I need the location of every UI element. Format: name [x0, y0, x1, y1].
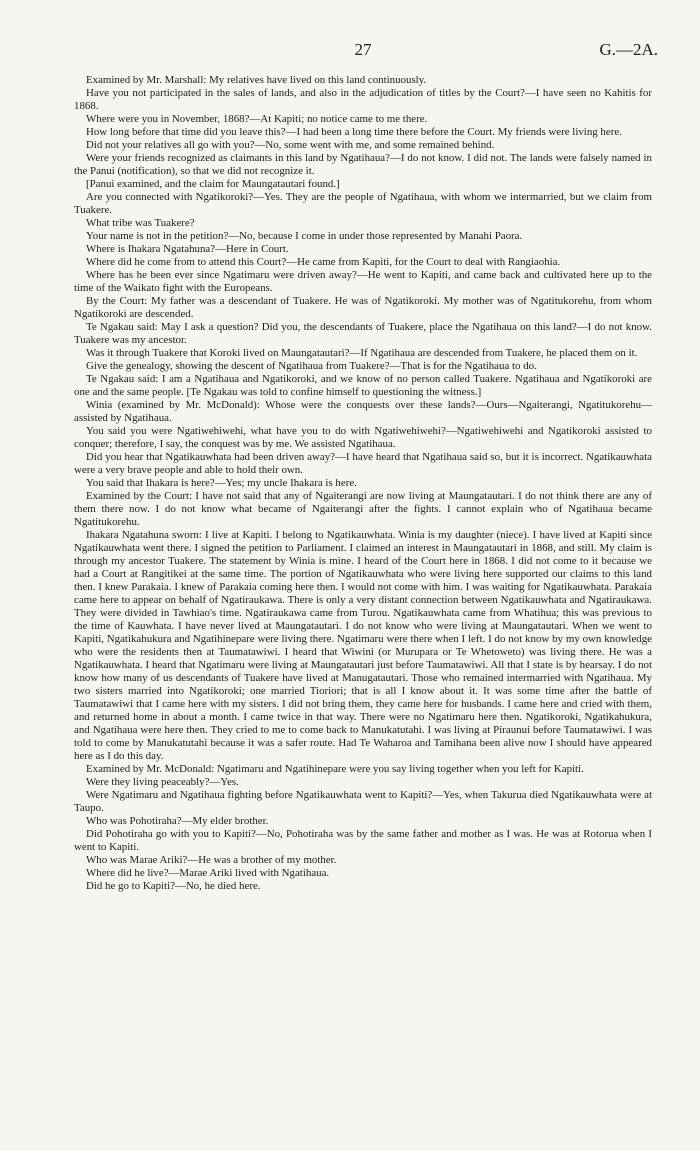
paragraph: Did Pohotiraha go with you to Kapiti?—No, Pohotiraha was by the same father and mother as I was. He was at Rotorua when I went to Kapiti.	[74, 828, 652, 853]
document-reference: G.—2A.	[599, 40, 658, 59]
paragraph: You said that Ihakara is here?—Yes; my uncle Ihakara is here.	[86, 477, 357, 489]
page-number: 27	[354, 40, 372, 59]
paragraph: Ihakara Ngatahuna sworn: I live at Kapiti. I belong to Ngatikauwhata. Winia is my daughter (niece). I have lived at Kapiti since Ngatikauwhata went there. I signed the petition to Parliament. I claimed an interest in Maungatautari in 1868, and still. My claim is through my ancestor Tuakere. The statement by Winia is mine. I heard of the Court here in 1868. I did not come to it because we had a Court at Rangitikei at the same time. The portion of Ngatikauwhata who were living here supported our claims to this land then. I knew Parakaia. I knew of Parakaia coming here then. I would not come with him. I was waiting for Ngatikauwhata. Parakaia came here to appear on behalf of Ngatiraukawa. There is only a very distant connection between Ngatikauwhata and Ngatiraukawa. They were divided in Tawhiao's time. Ngatiraukawa came from Turou. Ngatikauwhata came from Whatihua; this was previous to the time of Kauwhata. I have never lived at Maungatautari. I do not know who were living at Maungatautari. When we went to Kapiti, Ngatikahukura and Ngatihinepare were living there. Ngatimaru were there when I left. I do not know by my own knowledge who were the residents then at Taumatawiwi. I heard that Wiwini (or Murupara or Te Whetoweto) was living there. He was a Ngatikauwhata. I heard that Ngatimaru were living at Maungatautari just before Taumatawiwi. All that I state is by hearsay. I do not know how many of us descendants of Tuakere have lived at Manugatautari. Those who remained intermarried with Ngatihaua. My two sisters married into Ngatikoroki; one married Tioriori; that is all I know about it. It was some time after the battle of Taumatawiwi that I came here with my sisters. I did not bring them, they came here for husbands. I came here and cried with them, and returned home in about a month. I came twice in that way. There were no Ngatimaru here then. Ngatikoroki, Ngatikahukura, and Ngatihaua were here then. They cried to me to come back to Manukatutahi. I was living at Piraunui before Taumatawiwi. I was told to come by Manukatutahi because it was a safer route. Had Te Waharoa and Tamihana been alive now I should have appeared here as I do this day.	[74, 529, 652, 762]
paragraph: Examined by Mr. McDonald: Ngatimaru and Ngatihinepare were you say living together when you left for Kapiti.	[86, 763, 584, 775]
paragraph: Who was Marae Ariki?—He was a brother of my mother.	[86, 854, 337, 866]
paragraph: Te Ngakau said: May I ask a question? Did you, the descendants of Tuakere, place the Ngatihaua on this land?—I do not know. Tuakere was my ancestor.	[74, 321, 652, 346]
paragraph: Give the genealogy, showing the descent of Ngatihaua from Tuakere?—That is for the Ngatihaua to do.	[86, 360, 537, 372]
paragraph: Were Ngatimaru and Ngatihaua fighting before Ngatikauwhata went to Kapiti?—Yes, when Takurua died Ngatikauwhata were at Taupo.	[74, 789, 652, 814]
paragraph: How long before that time did you leave this?—I had been a long time there before the Court. My friends were living here.	[86, 126, 622, 138]
paragraph: Where has he been ever since Ngatimaru were driven away?—He went to Kapiti, and came back and cultivated here up to the time of the Waikato fight with the Europeans.	[74, 269, 652, 294]
page-header	[74, 40, 658, 70]
paragraph: You said you were Ngatiwehiwehi, what have you to do with Ngatiwehiwehi?—Ngatiwehiwehi and Ngatikoroki assisted to conquer; therefore, I say, the conquest was by me. We assisted Ngatihaua.	[74, 425, 652, 450]
paragraph: What tribe was Tuakere?	[86, 217, 195, 229]
paragraph: Te Ngakau said: I am a Ngatihaua and Ngatikoroki, and we know of no person called Tuakere. Ngatihaua and Ngatikoroki are one and the same people. [Te Ngakau was told to confine himself to questioning the witness.]	[74, 373, 652, 398]
paragraph: Was it through Tuakere that Koroki lived on Maungatautari?—If Ngatihaua are descended from Tuakere, he placed them on it.	[86, 347, 638, 359]
paragraph: Winia (examined by Mr. McDonald): Whose were the conquests over these lands?—Ours—Ngaiterangi, Ngatitukorehu—assisted by Ngatihaua.	[74, 399, 652, 424]
paragraph: Did he go to Kapiti?—No, he died here.	[86, 880, 261, 892]
paragraph: By the Court: My father was a descendant of Tuakere. He was of Ngatikoroki. My mother was of Ngatitukorehu, from whom Ngatikoroki are descended.	[74, 295, 652, 320]
body-text	[74, 74, 652, 893]
paragraph: Who was Pohotiraha?—My elder brother.	[86, 815, 269, 827]
paragraph: Examined by Mr. Marshall: My relatives have lived on this land continuously.	[86, 74, 427, 86]
paragraph: Your name is not in the petition?—No, because I come in under those represented by Manahi Paora.	[86, 230, 523, 242]
paragraph: Where did he live?—Marae Ariki lived with Ngatihaua.	[86, 867, 330, 879]
paragraph: Were they living peaceably?—Yes.	[86, 776, 239, 788]
paragraph: Are you connected with Ngatikoroki?—Yes. They are the people of Ngatihaua, with whom we intermarried, but we claim from Tuakere.	[74, 191, 652, 216]
paragraph: Have you not participated in the sales of lands, and also in the adjudication of titles by the Court?—I have seen no Kahitis for 1868.	[74, 87, 652, 112]
paragraph: Did you hear that Ngatikauwhata had been driven away?—I have heard that Ngatihaua said so, but it is incorrect. Ngatikauwhata were a very brave people and able to hold their own.	[74, 451, 652, 476]
paragraph: Where were you in November, 1868?—At Kapiti; no notice came to me there.	[86, 113, 428, 125]
paragraph: [Panui examined, and the claim for Maungatautari found.]	[86, 178, 340, 190]
paragraph: Examined by the Court: I have not said that any of Ngaiterangi are now living at Maungatautari. I do not think there are any of them there now. I do not know what became of Ngaiterangi after the fights. I cannot explain who of Ngatihaua became Ngatitukorehu.	[74, 490, 652, 528]
paragraph: Where did he come from to attend this Court?—He came from Kapiti, for the Court to deal with Rangiaohia.	[86, 256, 561, 268]
paragraph: Where is Ihakara Ngatahuna?—Here in Court.	[86, 243, 289, 255]
paragraph: Did not your relatives all go with you?—No, some went with me, and some remained behind.	[86, 139, 495, 151]
paragraph: Were your friends recognized as claimants in this land by Ngatihaua?—I do not know. I did not. The lands were falsely named in the Panui (notification), so that we did not recognize it.	[74, 152, 652, 177]
